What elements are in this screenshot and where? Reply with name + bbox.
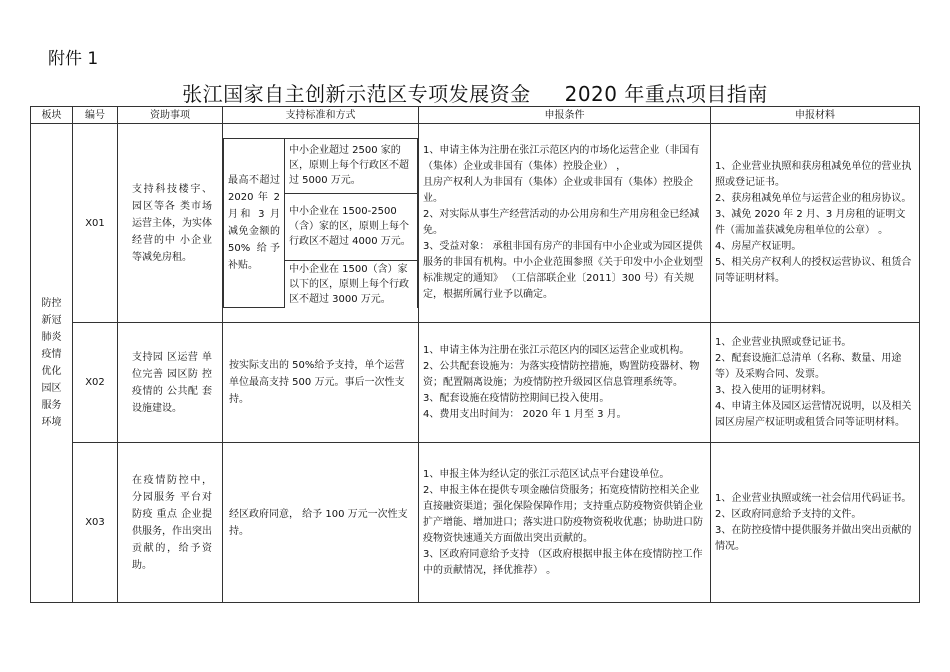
- header-plate: 板块: [31, 107, 73, 124]
- material-line: 1、企业营业执照和获房租减免单位的营业执照或登记证书。: [715, 161, 912, 188]
- title-right: 2020 年重点项目指南: [564, 82, 768, 106]
- material-line: 4、房屋产权证明。: [715, 241, 802, 252]
- condition-line: 1、申请主体为注册在张江示范区内的市场化运营企业（非国有（集体）企业或非国有（集体）控股企业） ，: [423, 145, 700, 172]
- standard-sub-2: 中小企业在 1500-2500（含）家的区，原则上每个行政区不超过 4000 万元。: [285, 193, 418, 260]
- material-line: 3、投入使用的证明材料。: [715, 384, 832, 396]
- funding-item: 在疫情防控中， 分园服务 平台对 防疫 重点 企业提 供服务，作出突出贡献的，给予资助。: [118, 443, 223, 603]
- funding-item: 支持科技楼宇、 园区等各 类市场 运营主体，为实体经营的中 小企业 等减免房租。: [118, 124, 223, 323]
- condition-line: 4、费用支出时间为： 2020 年 1 月至 3 月。: [423, 408, 627, 420]
- header-materials: 申报材料: [711, 107, 920, 124]
- standard-method-subtable: [223, 138, 418, 309]
- condition-line: 2、对实际从事生产经营活动的办公用房和生产用房租金已经减免。: [423, 209, 700, 236]
- materials-cell: [711, 124, 920, 323]
- plate-cell: 防控新冠肺炎疫情优化园区服务环境: [31, 124, 73, 603]
- header-number: 编号: [73, 107, 118, 124]
- material-line: 1、企业营业执照或登记证书。: [715, 336, 852, 348]
- table-row: [31, 124, 920, 323]
- material-line: 4、申请主体及园区运营情况说明，以及相关园区房屋产权证明或租赁合同等证明材料。: [715, 400, 912, 428]
- material-line: 3、在防控疫情中提供服务并做出突出贡献的情况。: [715, 524, 912, 552]
- material-line: 3、减免 2020 年 2 月、3 月房租的证明文件（需加盖获减免房租单位的公章） 。: [715, 209, 906, 236]
- conditions-cell: [419, 124, 711, 323]
- attachment-label: 附件 1: [48, 49, 99, 69]
- standard-method-main: 最高不超过 2020 年 2 月和 3 月减免金额的 50% 给予补贴。: [224, 138, 285, 308]
- item-number: X02: [73, 323, 118, 443]
- condition-line: 3、区政府同意给予支持 （区政府根据申报主体在疫情防控工作中的贡献情况，择优推荐） 。: [423, 548, 703, 576]
- condition-line: 1、申报主体为经认定的张江示范区试点平台建设单位。: [423, 468, 670, 480]
- standard-method-cell: [223, 124, 419, 323]
- table-header-row: [31, 107, 920, 124]
- title-left: 张江国家自主创新示范区专项发展资金: [182, 82, 531, 106]
- condition-line: 且房产权利人为非国有（集体）企业或非国有（集体）控股企业。: [423, 177, 693, 204]
- condition-line: 2、申报主体在提供专项金融信贷服务；拓宽疫情防控相关企业直接融资渠道；强化保险保障作用；支持重点防疫物资供销企业扩产增能、增加进口；落实进口防疫物资税收优惠；协助进口防疫物资快速通关方面做出突出贡献的。: [423, 484, 703, 544]
- header-funding-item: 资助事项: [118, 107, 223, 124]
- standard-method: 按实际支出的 50%给予支持，单个运营单位最高支持 500 万元。事后一次性支持。: [223, 323, 419, 443]
- material-line: 1、企业营业执照或统一社会信用代码证书。: [715, 492, 912, 504]
- table-row: [31, 323, 920, 443]
- standard-sub-1: 中小企业超过 2500 家的区，原则上每个行政区不超过 5000 万元。: [285, 138, 418, 193]
- item-number: X01: [73, 124, 118, 323]
- page-title: [0, 78, 950, 107]
- header-conditions: 申报条件: [419, 107, 711, 124]
- header-standard-method: 支持标准和方式: [223, 107, 419, 124]
- condition-line: 3、受益对象： 承租非国有房产的非国有中小企业或为园区提供服务的非国有机构。中小企业范围参照《关于印发中小企业划型标准规定的通知》 （工信部联企业〔2011〕300 号）有关规定，根据所属行业予以确定。: [423, 241, 703, 300]
- standard-sub-3: 中小企业在 1500（含）家以下的区，原则上每个行政区不超过 3000 万元。: [285, 260, 418, 308]
- condition-line: 2、公共配套设施为：为落实疫情防控措施，购置防疫器材、物资；配置隔离设施；为疫情防控升级园区信息管理系统等。: [423, 360, 700, 388]
- guide-table: [30, 106, 920, 603]
- material-line: 2、区政府同意给予支持的文件。: [715, 508, 862, 520]
- material-line: 2、获房租减免单位与运营企业的租房协议。: [715, 193, 912, 204]
- item-number: X03: [73, 443, 118, 603]
- table-row: [31, 443, 920, 603]
- funding-item: 支持园 区运营 单位完善 园区防 控疫情的 公共配 套设施建设。: [118, 323, 223, 443]
- material-line: 2、配套设施汇总清单（名称、数量、用途等）及采购合同、发票。: [715, 352, 902, 380]
- standard-method: 经区政府同意， 给予 100 万元一次性支持。: [223, 443, 419, 603]
- condition-line: 3、配套设施在疫情防控期间已投入使用。: [423, 392, 610, 404]
- materials-cell: [711, 443, 920, 603]
- condition-line: 1、申请主体为注册在张江示范区内的园区运营企业或机构。: [423, 344, 690, 356]
- materials-cell: [711, 323, 920, 443]
- conditions-cell: [419, 443, 711, 603]
- material-line: 5、相关房产权利人的授权运营协议、租赁合同等证明材料。: [715, 257, 912, 284]
- conditions-cell: [419, 323, 711, 443]
